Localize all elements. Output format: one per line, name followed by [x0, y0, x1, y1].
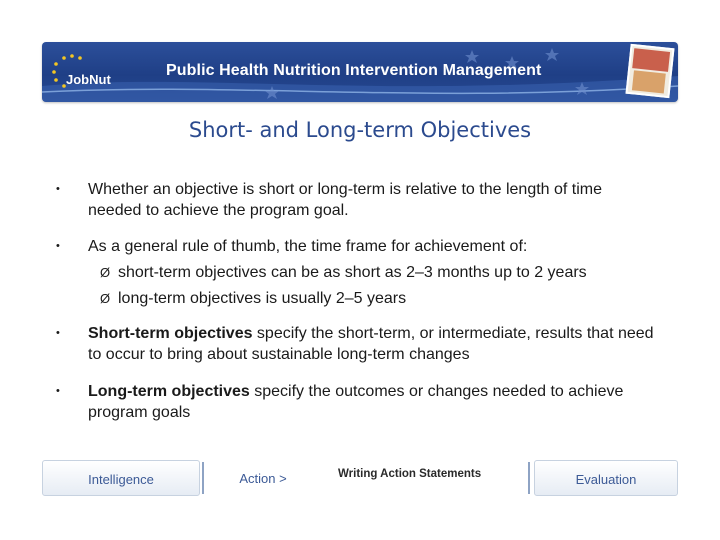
nav-intelligence-label: Intelligence: [88, 472, 154, 487]
bullet-icon: •: [56, 183, 60, 195]
bullet-icon: •: [56, 240, 60, 252]
bullet-text: [88, 323, 658, 365]
sub-bullet-item: [100, 262, 660, 283]
nav-divider: [202, 462, 204, 494]
term-long: Long-term objectives: [88, 383, 250, 400]
jobnut-logo: [50, 52, 154, 92]
photo-thumbnail: [626, 44, 675, 98]
term-long-desc: specify the outcomes or changes needed to achieve program goals: [88, 383, 624, 421]
bullet-text: Whether an objective is short or long-term is relative to the length of time needed to achieve the program goal.: [88, 181, 603, 219]
arrow-bullet-icon: Ø: [100, 265, 111, 280]
sub-bullet-text: short-term objectives can be as short as 2–3 months up to 2 years: [118, 264, 587, 281]
nav-action-button[interactable]: [208, 460, 318, 496]
logo-text: JobNut: [66, 72, 111, 87]
banner-title: Public Health Nutrition Intervention Management: [166, 62, 542, 79]
nav-evaluation-button[interactable]: [534, 460, 678, 496]
term-short: Short-term objectives: [88, 325, 253, 342]
bullet-icon: •: [56, 327, 60, 339]
bullet-text: As a general rule of thumb, the time frame for achievement of:: [88, 238, 528, 255]
nav-intelligence-button[interactable]: [42, 460, 200, 496]
nav-current-section: Writing Action Statements: [338, 468, 482, 480]
sub-bullet-text: long-term objectives is usually 2–5 years: [118, 290, 407, 307]
bullet-text: [88, 381, 658, 423]
nav-divider: [528, 462, 530, 494]
bullet-icon: •: [56, 385, 60, 397]
nav-evaluation-label: Evaluation: [575, 472, 637, 487]
arrow-bullet-icon: Ø: [100, 291, 111, 306]
term-short-desc: specify the short-term, or intermediate, results that need to occur to bring about sustainable long-term changes: [88, 325, 654, 363]
bottom-navigation: [42, 460, 678, 498]
header-banner: [42, 42, 678, 102]
nav-action-label: Action >: [239, 471, 287, 486]
slide-title: Short- and Long-term Objectives: [188, 118, 532, 142]
sub-bullet-item: [100, 288, 660, 309]
